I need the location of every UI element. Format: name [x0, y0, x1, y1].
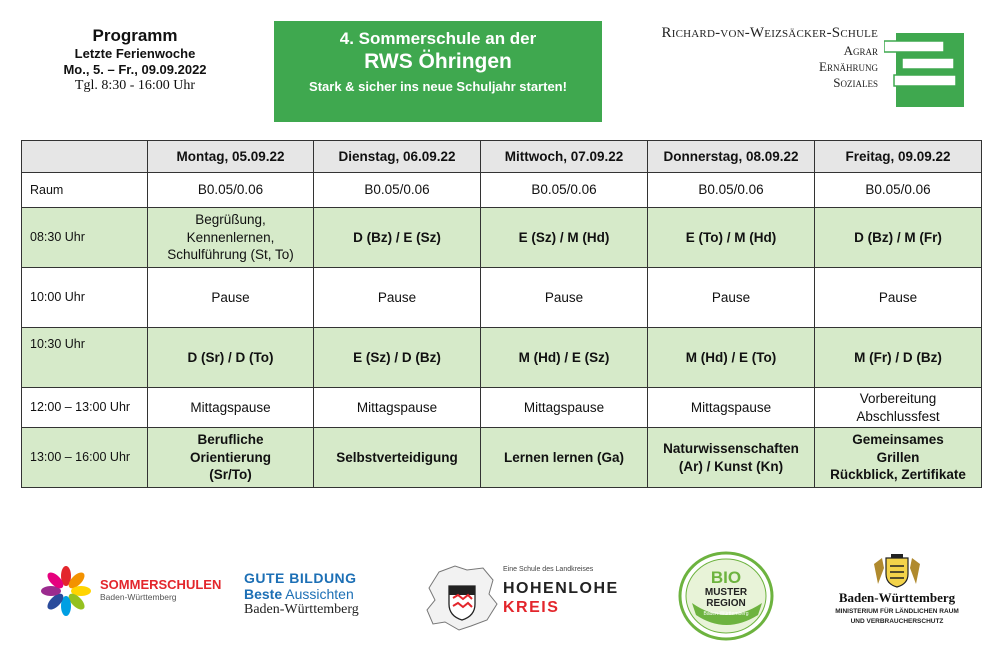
row-label: Raum	[22, 173, 148, 208]
table-cell: M (Fr) / D (Bz)	[815, 328, 982, 388]
row-label: 10:30 Uhr	[22, 328, 148, 388]
bw-name: Baden-Württemberg	[838, 590, 956, 605]
school-sub-agrar: Agrar	[843, 42, 878, 58]
table-cell: Pause	[481, 268, 648, 328]
program-title: Programm	[92, 26, 178, 45]
table-cell: D (Bz) / E (Sz)	[314, 208, 481, 268]
table-cell: M (Hd) / E (Sz)	[481, 328, 648, 388]
table-cell: Mittagspause	[481, 388, 648, 428]
bw-ministry-line-1: MINISTERIUM FÜR LÄNDLICHEN RAUM	[835, 608, 959, 615]
table-row-0830	[22, 208, 982, 268]
table-cell: Vorbereitung Abschlussfest	[815, 388, 982, 428]
table-cell: Berufliche Orientierung (Sr/To)	[148, 428, 314, 488]
bio-muster-text: MUSTER	[704, 587, 748, 598]
table-cell: D (Sr) / D (To)	[148, 328, 314, 388]
table-row-1300	[22, 428, 982, 488]
hohenlohe-map-icon	[425, 564, 499, 632]
program-dates: Mo., 5. – Fr., 09.09.2022	[63, 61, 207, 77]
header-day: Dienstag, 06.09.22	[314, 141, 481, 173]
table-cell: Pause	[314, 268, 481, 328]
school-sub-soziales: Soziales	[833, 75, 878, 91]
bio-musterregion-logo	[678, 551, 774, 641]
row-label: 08:30 Uhr	[22, 208, 148, 268]
table-cell: Mittagspause	[314, 388, 481, 428]
table-cell: Gemeinsames Grillen Rückblick, Zertifikate	[815, 428, 982, 488]
school-name-block	[600, 24, 878, 92]
table-cell: Pause	[815, 268, 982, 328]
header-day: Donnerstag, 08.09.22	[648, 141, 815, 173]
table-cell: Begrüßung, Kennenlernen, Schulführung (St, To)	[148, 208, 314, 268]
bw-ministry-line-2: UND VERBRAUCHERSCHUTZ	[850, 617, 944, 625]
table-cell: Lernen lernen (Ga)	[481, 428, 648, 488]
table-row-1200	[22, 388, 982, 428]
table-cell: B0.05/0.06	[815, 173, 982, 208]
gute-bildung-line-2	[244, 586, 359, 602]
table-cell: E (Sz) / M (Hd)	[481, 208, 648, 268]
table-cell: B0.05/0.06	[648, 173, 815, 208]
table-cell: E (To) / M (Hd)	[648, 208, 815, 268]
sommerschulen-sub: Baden-Württemberg	[100, 591, 177, 602]
gute-bildung-logo	[244, 570, 359, 618]
table-cell: D (Bz) / M (Fr)	[815, 208, 982, 268]
header-day: Freitag, 09.09.22	[815, 141, 982, 173]
sommerschulen-logo	[100, 578, 221, 603]
table-cell: B0.05/0.06	[314, 173, 481, 208]
banner-line-2: RWS Öhringen	[364, 50, 512, 74]
header-day: Montag, 05.09.22	[148, 141, 314, 173]
gute-bildung-line-1: GUTE BILDUNG	[244, 570, 357, 586]
table-cell: Pause	[648, 268, 815, 328]
gute-bildung-line-3: Baden-Württemberg	[244, 602, 359, 618]
table-cell: M (Hd) / E (To)	[648, 328, 815, 388]
row-label: 10:00 Uhr	[22, 268, 148, 328]
table-cell: B0.05/0.06	[148, 173, 314, 208]
table-cell: B0.05/0.06	[481, 173, 648, 208]
table-row-1000	[22, 268, 982, 328]
school-name: Richard-von-Weizsäcker-Schule	[661, 25, 878, 41]
program-time: Tgl. 8:30 - 16:00 Uhr	[74, 77, 196, 93]
banner-line-1: 4. Sommerschule an der	[339, 29, 537, 48]
table-header-row	[22, 141, 982, 173]
table-cell: E (Sz) / D (Bz)	[314, 328, 481, 388]
bio-region-text: REGION	[706, 598, 746, 609]
hohenlohe-kreis: KREIS	[503, 599, 560, 616]
table-row-1030	[22, 328, 982, 388]
header-corner	[22, 141, 148, 173]
table-cell: Selbstverteidigung	[314, 428, 481, 488]
bio-text: BIO	[710, 568, 742, 587]
table-cell: Mittagspause	[148, 388, 314, 428]
table-cell: Naturwissenschaften (Ar) / Kunst (Kn)	[648, 428, 815, 488]
table-cell: Mittagspause	[648, 388, 815, 428]
rws-logo-icon	[884, 33, 964, 107]
timetable	[21, 140, 982, 488]
gute-bildung-beste: Beste	[244, 586, 283, 603]
table-cell: Pause	[148, 268, 314, 328]
program-subtitle: Letzte Ferienwoche	[74, 46, 196, 62]
row-label: 12:00 – 13:00 Uhr	[22, 388, 148, 428]
hohenlohe-title: HOHENLOHE	[503, 580, 619, 597]
hohenlohe-small-text: Eine Schule des Landkreises	[503, 566, 594, 573]
banner-line-3: Stark & sicher ins neue Schuljahr starten!	[309, 78, 567, 94]
summer-school-banner	[274, 21, 602, 122]
table-row-raum	[22, 173, 982, 208]
bw-ministry-logo	[826, 556, 968, 626]
gute-bildung-aussichten: Aussichten	[285, 586, 354, 603]
program-info	[30, 26, 240, 94]
row-label: 13:00 – 16:00 Uhr	[22, 428, 148, 488]
sommerschulen-title: SOMMERSCHULEN	[100, 577, 222, 592]
school-sub-ernaehrung: Ernährung	[819, 59, 878, 74]
bio-bw-text: Baden-Württemberg	[703, 611, 749, 617]
header-day: Mittwoch, 07.09.22	[481, 141, 648, 173]
hands-circle-icon	[38, 565, 94, 617]
